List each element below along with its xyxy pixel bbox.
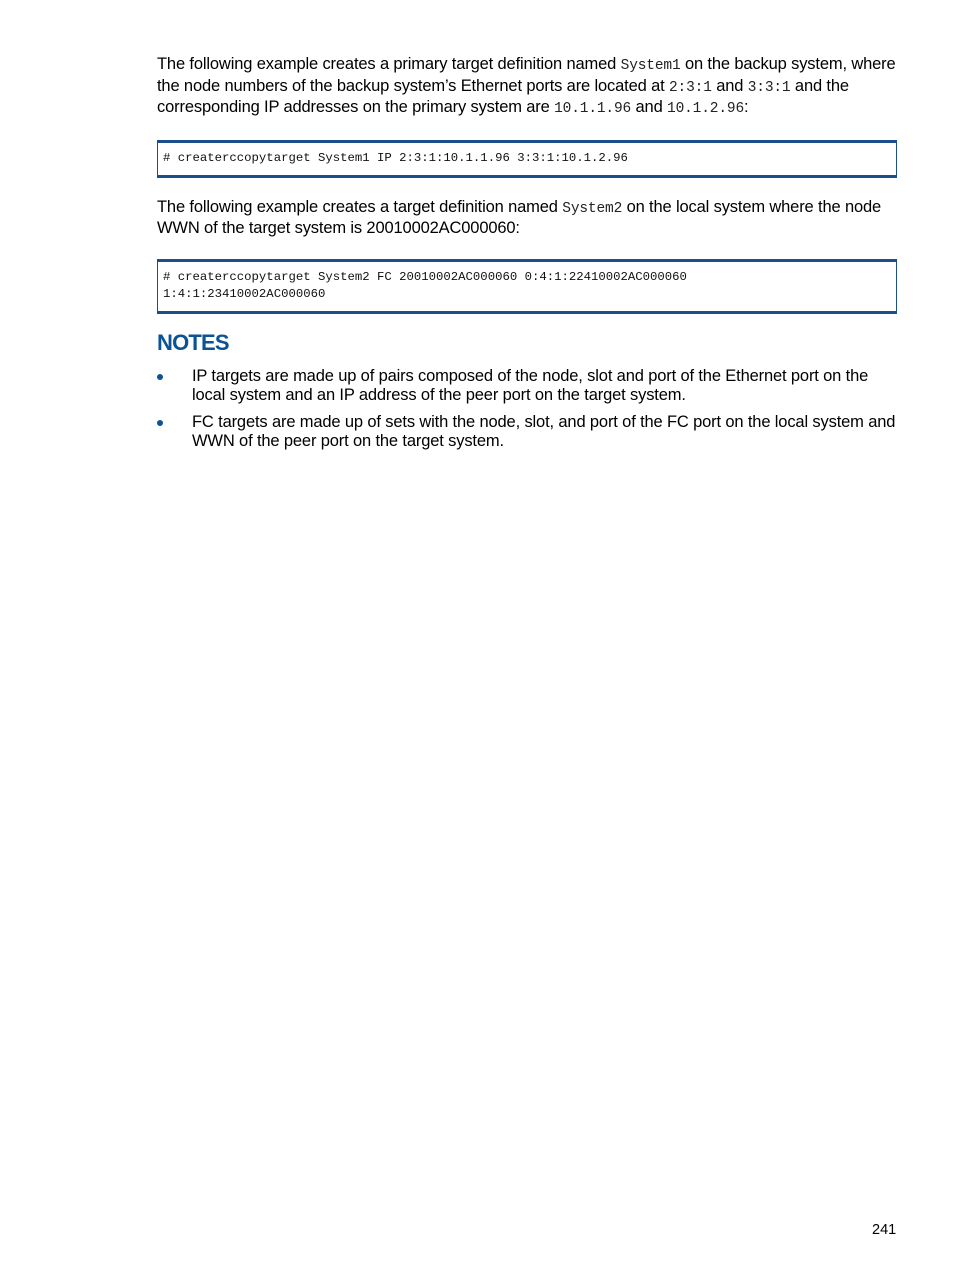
inline-code-ip-2: 10.1.2.96 — [667, 101, 744, 117]
page-number: 241 — [872, 1222, 897, 1238]
note-text: IP targets are made up of pairs composed of the node, slot and port of the Ethernet port on the local system and an IP address of the peer port on the target system. — [192, 366, 869, 404]
bullet-icon — [157, 420, 163, 426]
notes-list — [157, 367, 897, 452]
text-run: : — [744, 98, 749, 116]
code-block-system1: # createrccopytarget System1 IP 2:3:1:10.1.1.96 3:3:1:10.1.2.96 — [157, 140, 897, 178]
inline-code-system2: System2 — [562, 200, 623, 217]
text-run: on the local system where the node WWN of the target system is 20010002AC000060: — [157, 197, 882, 237]
bullet-icon — [157, 374, 163, 380]
inline-code-port-1: 2:3:1 — [669, 79, 712, 96]
note-text: FC targets are made up of sets with the node, slot, and port of the FC port on the local system and WWN of the peer port on the target system. — [192, 412, 896, 450]
text-run: and the corresponding IP addresses on the primary system are — [157, 76, 849, 116]
paragraph-system1-example — [157, 55, 897, 120]
text-run: and — [631, 98, 668, 116]
list-item — [157, 367, 897, 406]
text-run: The following example creates a primary target definition named — [157, 55, 621, 73]
inline-code-system1: System1 — [620, 58, 681, 74]
text-run: on the backup system, where the node numbers of the backup system’s Ethernet ports are located at — [157, 55, 896, 95]
list-item — [157, 413, 897, 452]
inline-code-ip-1: 10.1.1.96 — [554, 101, 632, 117]
code-block-system2: # createrccopytarget System2 FC 20010002AC000060 0:4:1:22410002AC000060 1:4:1:23410002AC000060 — [157, 259, 897, 314]
inline-code-port-2: 3:3:1 — [747, 79, 791, 96]
page-content — [157, 55, 897, 459]
text-run: and — [711, 76, 748, 95]
paragraph-system2-example — [157, 198, 897, 239]
notes-heading: NOTES — [157, 329, 229, 355]
text-run: The following example creates a target definition named — [157, 197, 563, 216]
